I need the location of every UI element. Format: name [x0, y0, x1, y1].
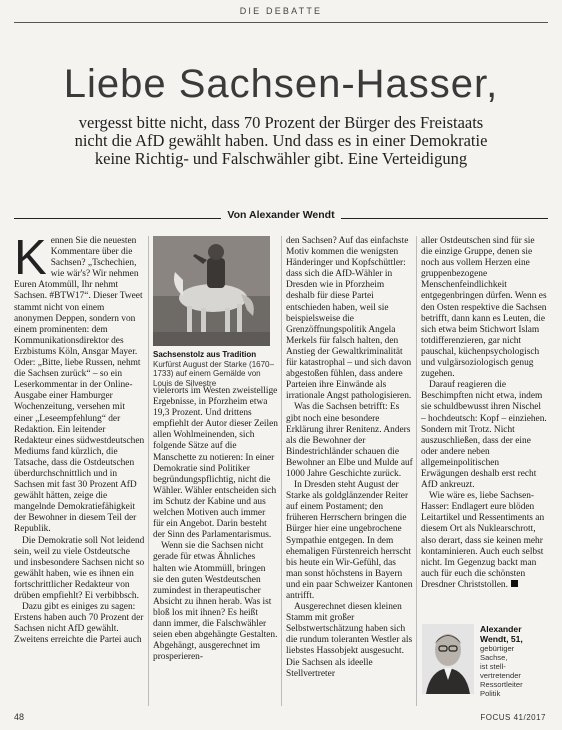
- header-divider: [14, 22, 548, 23]
- article-paragraph: Kennen Sie die neuesten Kommentare über die Sachsen? „Tschechien, wie wär's? Wir nehmen Euren Atommüll, Ihr nehmt Sachsen. #BTW17“. Dieser Tweet stammt nicht von einem anonymen Deppen, sondern von einem prominenten: dem Kommunikationsdirektor des Erzbistums Köln, Ansgar Mayer. Oder: „Bitte, liebe Russen, nehmt die Sachsen zurück“ – so ein Leserkommentar in der Online-Ausgabe einer Hamburger Wochenzeitung, versehen mit einer „Leseempfehlung“ der Redaktion. Ein leitender Redakteur eines südwestdeutschen Mediums fand kürzlich, die Tatsache, dass die Ostdeutschen überdurchschnittlich und in Sachsen mit fast 30 Prozent AfD gewählt hätten, zeige die mangelnde Demokratiefähigkeit der Bewohner in diesem Teil der Republik.: [14, 231, 145, 535]
- article-paragraph: Wenn sie die Sachsen nicht gerade für etwas Ähnliches halten wie Atommüll, bringen sie den guten Westdeutschen zumindest in therapeutischer Absicht zu ihnen herab. Was ist bloß los mit ihnen? Es heißt dann immer, die Falschwähler seien eben abgehängte Gestalten. Abgehängt, ausgerechnet im prosperieren-: [153, 541, 278, 663]
- headline: Liebe Sachsen-Hasser,: [63, 62, 499, 106]
- article-paragraph: Die Demokratie soll Not leidend sein, weil zu viele Ostdeutsche und insbesondere Sachsen nicht so gewählt haben, wie es ihnen ein fortschrittlicher Redakteur von drüben empfiehlt? Ei verbibbsch.: [14, 535, 145, 601]
- article-paragraph: Was die Sachsen betrifft: Es gibt noch eine besondere Erklärung ihrer Renitenz. Anders als die Bewohner der Bindestrichländer schauen die Bewohner an Elbe und Mulde auf 1000 Jahre Geschichte zurück.: [286, 402, 413, 479]
- portrait-painting-image: [153, 236, 270, 346]
- article-paragraph: Ausgerechnet diesen kleinen Stamm mit großer Selbstwertschätzung haben sich die rundum toleranten Westler als liebstes Hassobjekt ausgesucht. Die Sachsen als ideelle Stellvertreter: [286, 602, 413, 679]
- caption-title: Sachsenstolz aus Tradition: [153, 350, 257, 359]
- article-column-4: [421, 236, 548, 591]
- horse-rider-painting-icon: [153, 236, 270, 346]
- article-column-2: [153, 386, 278, 663]
- image-caption: [153, 350, 275, 388]
- subheadline: vergesst bitte nicht, dass 70 Prozent der Bürger des Freistaats nicht die AfD gewählt haben. Und dass es in einer Demokratie keine Richtig- und Falschwähler gibt. Eine Verteidigung: [74, 113, 488, 168]
- article-paragraph: Wie wäre es, liebe Sachsen-Hasser: Endlagert eure blöden Leitartikel und Ressentiments an diesem Ort als Nuklearschrott, also derart, dass sie keinen mehr kontaminieren. Auch euch selbst nicht. Im Gegenzug backt man auch für euch die schönsten Dresdner Christstollen.: [421, 491, 545, 590]
- bio-line: Politik: [480, 689, 501, 698]
- section-rubric: DIE DEBATTE: [239, 6, 323, 16]
- bio-line: ist stell-: [480, 662, 506, 671]
- bio-line: vertretender: [480, 671, 521, 680]
- author-name: Alexander Wendt, 51,: [480, 624, 523, 644]
- article-column-1: [14, 231, 145, 646]
- page-number: 48: [14, 712, 25, 722]
- article-column-3: [286, 236, 413, 680]
- author-bio: [480, 624, 540, 698]
- author-photo: [422, 624, 474, 694]
- bio-line: gebürtiger: [480, 644, 515, 653]
- byline: [0, 209, 562, 221]
- column-divider: [416, 236, 417, 706]
- issue-label: FOCUS 41/2017: [480, 713, 546, 722]
- byline-text: Von Alexander Wendt: [221, 209, 340, 221]
- end-mark-icon: [511, 580, 518, 587]
- bio-line: Ressortleiter: [480, 680, 523, 689]
- caption-text: Kurfürst August der Starke (1670–1733) auf einem Gemälde von Louis de Silvestre: [153, 359, 274, 388]
- bio-line: Sachse,: [480, 653, 508, 662]
- article-paragraph: Darauf reagieren die Beschimpften nicht etwa, indem sie schuldbewusst ihren Nischel – hochdeutsch: Kopf – einziehen. Sondern mit Trotz. Nicht auszuschließen, dass der eine oder andere neben allgemeinpolitischen Erwägungen deshalb erst recht AfD ankreuzt.: [421, 380, 547, 491]
- article-paragraph: In Dresden steht August der Starke als goldglänzender Reiter auf einem Postament; den früheren Herrschern bringen die Bürger hier eine ungebrochene Sympathie entgegen. In dem ehemaligen Fürstenreich herrscht bis heute ein Wir-Gefühl, das man sonst höchstens in Bayern und ein paar Schweizer Kantonen antrifft.: [286, 480, 413, 601]
- drop-cap: K: [14, 231, 47, 285]
- author-portrait-icon: [422, 624, 474, 694]
- article-paragraph: aller Ostdeutschen sind für sie die einzige Gruppe, denen sie noch aus vollem Herzen eine gruppenbezogene Menschenfeindlichkeit entgegenbringen dürfen. Wenn es den Osten respektive die Sachsen betrifft, dann kann es Leuten, die sich etwa beim Stichwort Islam totdifferenzieren, gar nicht pauschal, küchenpsychologisch und vulgärsoziologisch genug zugehen.: [421, 236, 547, 380]
- article-paragraph: vielerorts im Westen zweistellige Ergebnisse, in Pforzheim etwa 19,3 Prozent. Und drittens empfiehlt der Autor dieser Zeilen allen Wohlmeinenden, sich folgende Sätze auf die Manschette zu notieren: In einer Demokratie sind Politiker begründungspflichtig, nicht die Wähler. Wähler entscheiden sich im Schutz der Kabine und aus welchen Motiven auch immer für ein Angebot. Darin besteht der Sinn des Parlamentarismus.: [153, 386, 278, 541]
- article-paragraph: den Sachsen? Auf das einfachste Motiv kommen die wenigsten Händeringer und Kopfschüttler: dass sich die AfD-Wähler in Dresden wie in Pforzheim deshalb für diese Partei entschieden haben, weil sie beispielsweise die Grenzöffnungspolitik Angela Merkels für falsch halten, den Anstieg der Gewaltkriminalität für katastrophal – und sich davon abgestoßen fühlen, dass andere Parteien ihre Einwände als irrationale Angst pathologisieren.: [286, 236, 412, 402]
- column-divider: [281, 236, 282, 706]
- article-paragraph: Dazu gibt es einiges zu sagen: Erstens haben auch 70 Prozent der Sachsen nicht AfD gewählt. Zweitens erreichte die Partei auch: [14, 602, 144, 646]
- column-divider: [148, 236, 149, 706]
